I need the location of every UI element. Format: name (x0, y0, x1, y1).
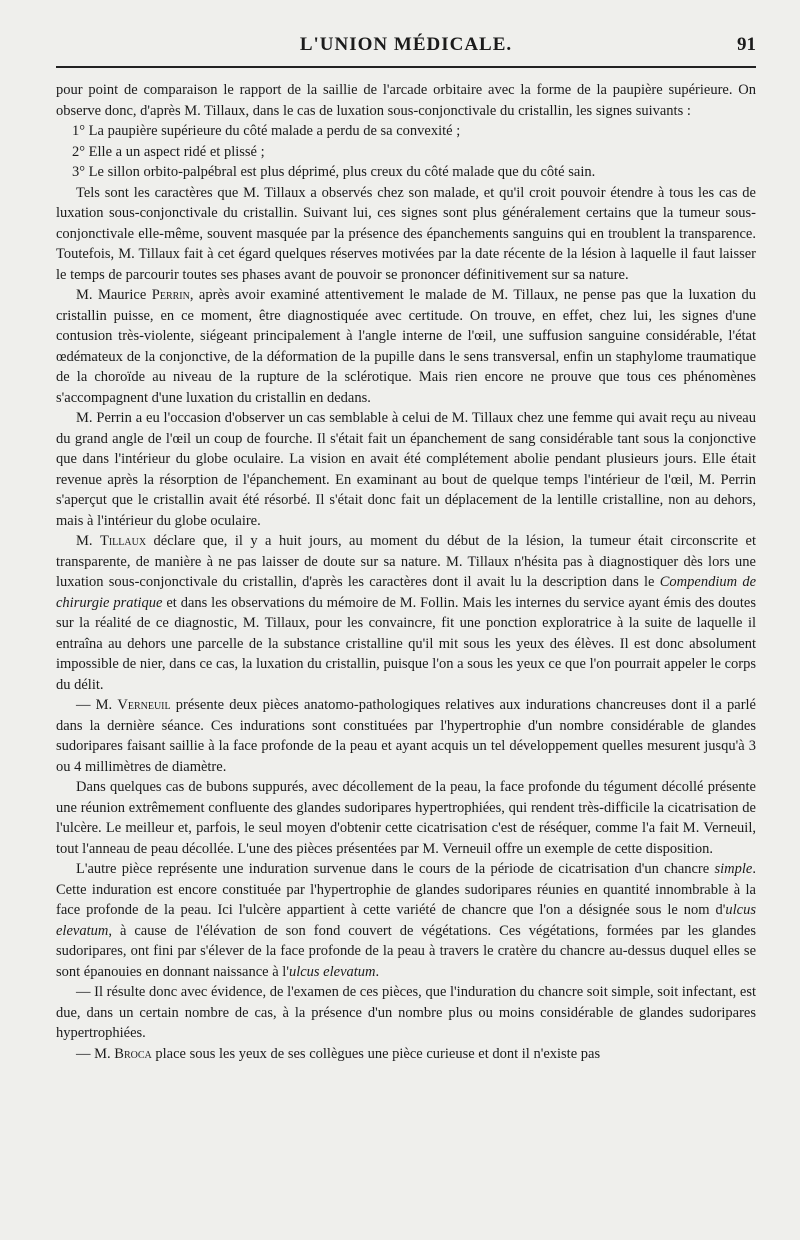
speaker-name: Broca (114, 1045, 152, 1062)
book-title: Compendium de chirurgie pratique (56, 574, 757, 611)
paragraph-text: place sous les yeux de ses collègues une pièce curieuse et dont il n'existe pas (151, 1045, 601, 1062)
paragraph-text: déclare que, il y a huit jours, au moment du début de la lésion, la tumeur était circonscrite et transparente, de manière à ne pas laisser de doute sur sa nature. M. Tillaux n'hésita pas à diagnostiquer dès lors une luxation sous-conjonctivale du cristallin, d'après les caractères dont il avait lu la description dans le (56, 533, 756, 590)
paragraph-text: Dans quelques cas de bubons suppurés, avec décollement de la peau, la face profonde du tégument décollé présente une réunion extrêmement confluente des glandes sudoripares hypertrophiées, qui rendent très-difficile la cicatrisation de l'ulcère. Le meilleur et, parfois, le seul moyen d'obtenir cette cicatrisation c'est de réséquer, comme l'a fait M. Verneuil, tout l'anneau de peau décollée. L'une des pièces présentées par M. Verneuil offre un exemple de cette disposition. (56, 779, 756, 857)
paragraph-lead: — M. (76, 697, 118, 713)
article-body (56, 80, 756, 1064)
speaker-name: Verneuil (117, 697, 171, 713)
page-number: 91 (737, 34, 756, 55)
paragraph-perrin-case (56, 408, 756, 531)
paragraph-text: pour point de comparaison le rapport de la saillie de l'arcade orbitaire avec la forme de la paupière supérieure. On observe donc, d'après M. Tillaux, dans le cas de luxation sous-conjonctivale du cristallin, les signes suivants : (56, 82, 756, 119)
italic-term: ulcus elevatum (288, 963, 376, 980)
paragraph-lead: M. Maurice (76, 287, 152, 303)
sign-item-3 (56, 162, 756, 183)
paragraph-text: et dans les observations du mémoire de M. Follin. Mais les internes du service ayant émis des doutes sur la réalité de ce diagnostic, M. Tillaux, pour les convaincre, fit une ponction exploratrice à la suite de laquelle il entraîna au dehors une parcelle de la substance cristalline qu'il mit sous les yeux des élèves. Il est donc absolument impossible de nier, dans ce cas, la luxation du cristallin, puisque l'on a sous les yeux ce que l'on pourrait appeler le corps du délit. (56, 594, 757, 693)
running-header (56, 30, 756, 68)
paragraph-verneuil (56, 695, 756, 777)
paragraph-autre-piece (56, 859, 756, 982)
paragraph-text: 3° Le sillon orbito-palpébral est plus déprimé, plus creux du côté malade que du côté sain. (72, 164, 596, 180)
sign-item-1 (56, 121, 756, 142)
journal-title: L'UNION MÉDICALE. (299, 34, 513, 55)
paragraph-text: L'autre pièce représente une induration survenue dans le cours de la période de cicatrisation d'un chancre (76, 861, 715, 877)
paragraph-text: , après avoir examiné attentivement le malade de M. Tillaux, ne pense pas que la luxation du cristallin puisse, en ce moment, être diagnostiquée avec certitude. On trouve, en effet, chez lui, les signes d'une contusion très-violente, siégeant principalement à l'angle interne de l'œil, une suffusion sanguine considérable, l'état œdémateux de la conjonctive, de la déformation de la pupille dans le sens transversal, enfin un staphylome traumatique de la choroïde au niveau de la rupture de la sclérotique. Mais rien encore ne prouve que tous ces phénomènes s'accompagnent d'une luxation du cristallin en dedans. (56, 287, 757, 406)
paragraph-text: . Cette induration est encore constituée par l'hypertrophie de glandes sudoripares réunies en quantité innombrable à la face profonde de la peau. Ici l'ulcère appartient à cette variété de chancre que l'on a désignée sous le nom d' (56, 861, 756, 918)
paragraph-text: Tels sont les caractères que M. Tillaux a observés chez son malade, et qu'il croit pouvoir étendre à tous les cas de luxation sous-conjonctivale du cristallin. Suivant lui, ces signes sont plus généralement certains que la tumeur sous-conjonctivale elle-même, souvent masquée par la présence des épanchements sanguins qui en troublent la transparence. Toutefois, M. Tillaux fait à cet égard quelques réserves motivées par la date récente de la lésion à laquelle il faut laisser le temps de parcourir toutes ses phases avant de pouvoir se prononcer définitivement sur sa nature. (56, 184, 756, 283)
paragraph-text: présente deux pièces anatomo-pathologiques relatives aux indurations chancreuses dont il a parlé dans la dernière séance. Ces indurations sont constituées par l'hypertrophie d'un nombre considérable de glandes sudoripares faisant saillie à la face profonde de la peau et ayant acquis un tel développement quelles mesurent jusqu'à 3 ou 4 millimètres de diamètre. (56, 697, 756, 775)
speaker-name: Perrin (151, 287, 190, 303)
paragraph-1 (56, 80, 756, 121)
italic-term: simple (714, 861, 753, 877)
paragraph-text: 1° La paupière supérieure du côté malade a perdu de sa convexité ; (72, 123, 461, 139)
paragraph-conclusion (56, 982, 756, 1044)
speaker-name: Tillaux (99, 533, 147, 549)
paragraph-text: — Il résulte donc avec évidence, de l'examen de ces pièces, que l'induration du chancre soit simple, soit infectant, est due, dans un certain nombre de cas, à la présence d'un nombre plus ou moins considérable de glandes sudoripares hypertrophiées. (56, 984, 756, 1041)
paragraph-text: M. Perrin a eu l'occasion d'observer un cas semblable à celui de M. Tillaux chez une femme qui avait reçu au niveau du grand angle de l'œil un coup de fourche. Il s'était fait un épanchement de sang considérable tant sous la conjonctive que dans l'intérieur du globe oculaire. La vision en avait été complétement abolie pendant plusieurs jours. Elle était revenue après la résorption de l'épanchement. En examinant au bout de quelque temps l'intérieur de l'œil, M. Perrin s'aperçut que le cristallin avait été résorbé. Il s'était donc fait un déplacement de la lentille cristalline, non au dehors, mais à l'intérieur du globe oculaire. (56, 410, 756, 529)
paragraph-text: , à cause de l'élévation de son fond couvert de végétations. Ces végétations, formées par les glandes sudoripares, ont fini par s'élever de la face profonde de la peau à travers le cratère du chancre au-dessus duquel elles se sont épanouies en donnant naissance à l' (56, 922, 756, 980)
paragraph-tillaux (56, 531, 756, 695)
paragraph-text: . (375, 963, 380, 980)
paragraph-perrin (56, 285, 756, 408)
sign-item-2 (56, 142, 756, 163)
paragraph-lead: M. (76, 533, 100, 549)
paragraph-bubons (56, 777, 756, 859)
paragraph-text: 2° Elle a un aspect ridé et plissé ; (72, 143, 265, 160)
italic-term: ulcus elevatum (56, 902, 756, 939)
paragraph-lead: — M. (76, 1045, 115, 1062)
paragraph-tels-sont (56, 183, 756, 286)
paragraph-broca (56, 1044, 756, 1065)
